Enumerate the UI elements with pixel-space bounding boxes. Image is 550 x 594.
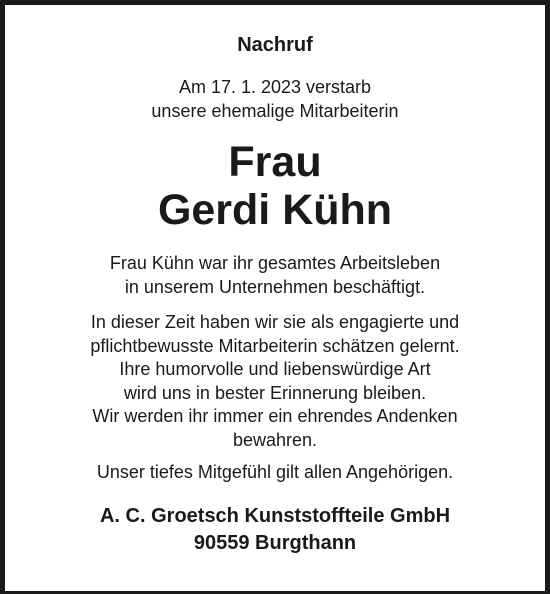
name-title-line: Frau bbox=[228, 138, 322, 186]
intro-line: unsere ehemalige Mitarbeiterin bbox=[151, 101, 399, 121]
deceased-name bbox=[0, 138, 550, 234]
text-line: In dieser Zeit haben wir sie als engagierte und bbox=[90, 312, 460, 332]
notice-heading: Nachruf bbox=[237, 34, 313, 56]
text-line: Ihre humorvolle und liebenswürdige Art bbox=[119, 359, 431, 379]
paragraph-career bbox=[0, 252, 550, 299]
intro-text bbox=[0, 75, 550, 123]
text-line: bewahren. bbox=[232, 429, 318, 450]
text-line: pflichtbewusste Mitarbeiterin schätzen gelernt. bbox=[90, 335, 460, 356]
paragraph-condolence bbox=[0, 461, 550, 485]
text-line: Frau Kühn war ihr gesamtes Arbeitsleben bbox=[109, 253, 441, 273]
intro-line: Am 17. 1. 2023 verstarb bbox=[178, 77, 372, 97]
text-line: Wir werden ihr immer ein ehrendes Andenken bbox=[92, 406, 458, 426]
company-name: A. C. Groetsch Kunststoffteile GmbH bbox=[99, 505, 451, 527]
paragraph-tribute bbox=[0, 311, 550, 452]
company-signature bbox=[0, 503, 550, 557]
text-line: Unser tiefes Mitgefühl gilt allen Angehörigen. bbox=[96, 462, 454, 482]
name-full-line: Gerdi Kühn bbox=[157, 186, 393, 234]
frame-top-border bbox=[0, 0, 550, 5]
text-line: in unserem Unternehmen beschäftigt. bbox=[124, 276, 426, 297]
company-location: 90559 Burgthann bbox=[193, 532, 357, 554]
text-line: wird uns in bester Erinnerung bleiben. bbox=[123, 382, 427, 403]
